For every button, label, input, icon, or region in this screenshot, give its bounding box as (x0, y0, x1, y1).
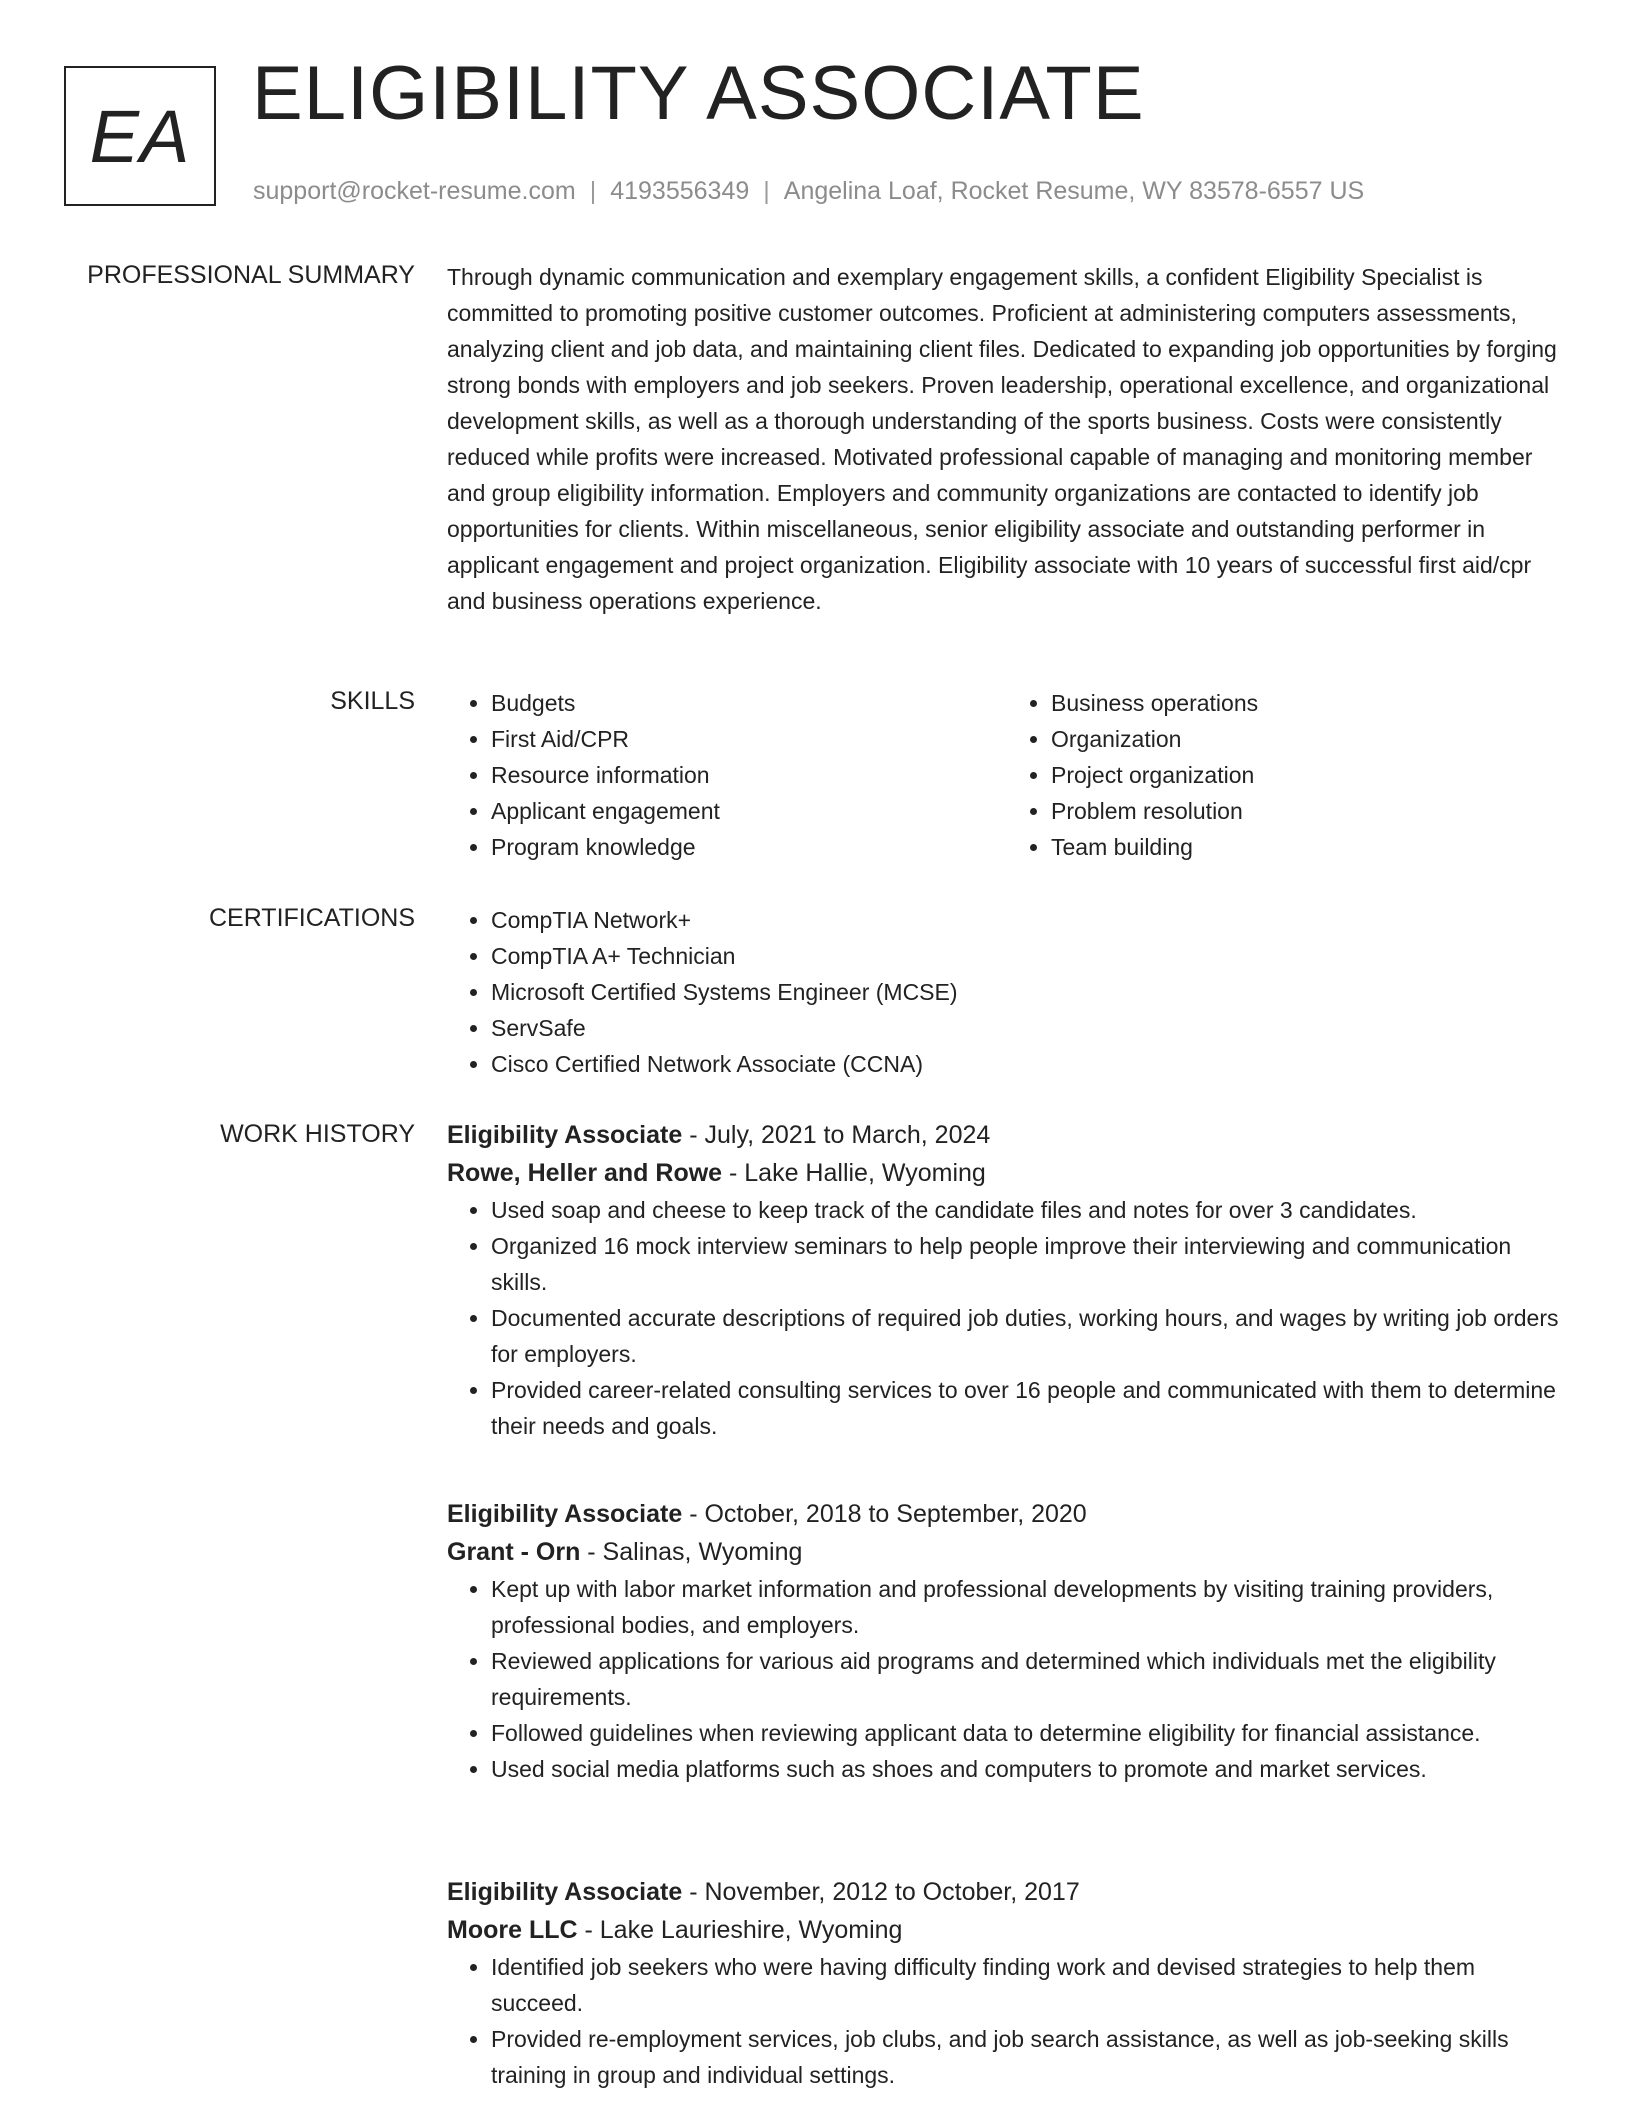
contact-line (253, 176, 1364, 206)
monogram-logo: EA (64, 66, 216, 206)
summary-section (447, 259, 1567, 619)
job-duty-item: • Organized 16 mock interview seminars to help people improve their interviewing and communication skills. (491, 1228, 1567, 1300)
certifications-heading: CERTIFICATIONS (208, 904, 415, 932)
job-duty-item: • Followed guidelines when reviewing applicant data to determine eligibility for financial assistance. (491, 1715, 1567, 1751)
certification-item: • Cisco Certified Network Associate (CCNA) (491, 1046, 1567, 1082)
contact-address: Angelina Loaf, Rocket Resume, WY 83578-6557 US (783, 177, 1365, 205)
resume-title: ELIGIBILITY ASSOCIATE (252, 51, 1145, 136)
job-dates: - October, 2018 to September, 2020 (682, 1500, 1087, 1528)
job-duties-list (447, 1571, 1567, 1787)
skill-item: • First Aid/CPR (491, 721, 1007, 757)
job-company: Moore LLC (447, 1916, 578, 1944)
job-duty-item: • Reviewed applications for various aid programs and determined which individuals met the eligibility requirements. (491, 1643, 1567, 1715)
job-duty-item: • Used soap and cheese to keep track of the candidate files and notes for over 3 candidates. (491, 1192, 1567, 1228)
certification-item: • CompTIA A+ Technician (491, 938, 1567, 974)
job-company-line (447, 1533, 1567, 1571)
job-location: - Lake Laurieshire, Wyoming (577, 1916, 903, 1944)
job-entry (447, 1495, 1567, 1787)
job-duties-list (447, 1192, 1567, 1444)
job-company-line (447, 1154, 1567, 1192)
job-duty-item: • Provided career-related consulting services to over 16 people and communicated with them to determine their needs and goals. (491, 1372, 1567, 1444)
job-duty-item: • Kept up with labor market information and professional developments by visiting training providers, professional bodies, and employers. (491, 1571, 1567, 1643)
summary-text: Through dynamic communication and exemplary engagement skills, a confident Eligibility Specialist is committed to promoting positive customer outcomes. Proficient at administering computers assessments, analyzing client and job data, and maintaining client files. Dedicated to expanding job opportunities by forging strong bonds with employers and job seekers. Proven leadership, operational excellence, and organizational development skills, as well as a thorough understanding of the sports business. Costs were consistently reduced while profits were increased. Motivated professional capable of managing and monitoring member and group eligibility information. Employers and community organizations are contacted to identify job opportunities for clients. Within miscellaneous, senior eligibility associate and outstanding performer in applicant engagement and project organization. Eligibility associate with 10 years of successful first aid/cpr and business operations experience. (447, 264, 1557, 614)
certification-item: • ServSafe (491, 1010, 1567, 1046)
skills-section (447, 685, 1567, 865)
job-dates: - November, 2012 to October, 2017 (682, 1878, 1080, 1906)
certification-item: • Microsoft Certified Systems Engineer (MCSE) (491, 974, 1567, 1010)
certifications-section (447, 902, 1567, 1082)
job-entry (447, 1873, 1567, 2093)
skills-list-right (1007, 685, 1567, 865)
skills-heading: SKILLS (330, 687, 415, 715)
job-duty-item: • Identified job seekers who were having difficulty finding work and devised strategies to help them succeed. (491, 1949, 1567, 2021)
job-location: - Salinas, Wyoming (580, 1538, 803, 1566)
job-title-line (447, 1873, 1567, 1911)
job-company: Rowe, Heller and Rowe (447, 1159, 723, 1187)
skills-list-left (447, 685, 1007, 865)
job-company: Grant - Orn (447, 1538, 581, 1566)
skill-item: • Program knowledge (491, 829, 1007, 865)
skill-item: • Problem resolution (1051, 793, 1567, 829)
job-duty-item: • Used social media platforms such as shoes and computers to promote and market services. (491, 1751, 1567, 1787)
work-history-heading: WORK HISTORY (220, 1120, 415, 1148)
contact-phone: 4193556349 (610, 177, 750, 205)
contact-email: support@rocket-resume.com (253, 177, 576, 205)
skill-item: • Resource information (491, 757, 1007, 793)
job-title-line (447, 1116, 1567, 1154)
job-entry (447, 1116, 1567, 1444)
skill-item: • Applicant engagement (491, 793, 1007, 829)
job-dates: - July, 2021 to March, 2024 (682, 1121, 991, 1149)
job-duty-item: • Provided re-employment services, job clubs, and job search assistance, as well as job-seeking skills training in group and individual settings. (491, 2021, 1567, 2093)
contact-separator: | (589, 177, 597, 205)
certifications-list (447, 902, 1567, 1082)
job-title: Eligibility Associate (447, 1121, 683, 1149)
skill-item: • Project organization (1051, 757, 1567, 793)
job-duty-item: • Documented accurate descriptions of required job duties, working hours, and wages by writing job orders for employers. (491, 1300, 1567, 1372)
skill-item: • Budgets (491, 685, 1007, 721)
contact-separator: | (763, 177, 770, 205)
skill-item: • Team building (1051, 829, 1567, 865)
job-location: - Lake Hallie, Wyoming (722, 1159, 986, 1187)
job-title: Eligibility Associate (447, 1500, 683, 1528)
skill-item: • Business operations (1051, 685, 1567, 721)
job-company-line (447, 1911, 1567, 1949)
job-title: Eligibility Associate (447, 1878, 683, 1906)
job-duties-list (447, 1949, 1567, 2093)
summary-heading: PROFESSIONAL SUMMARY (87, 261, 415, 289)
job-title-line (447, 1495, 1567, 1533)
skill-item: • Organization (1051, 721, 1567, 757)
certification-item: • CompTIA Network+ (491, 902, 1567, 938)
